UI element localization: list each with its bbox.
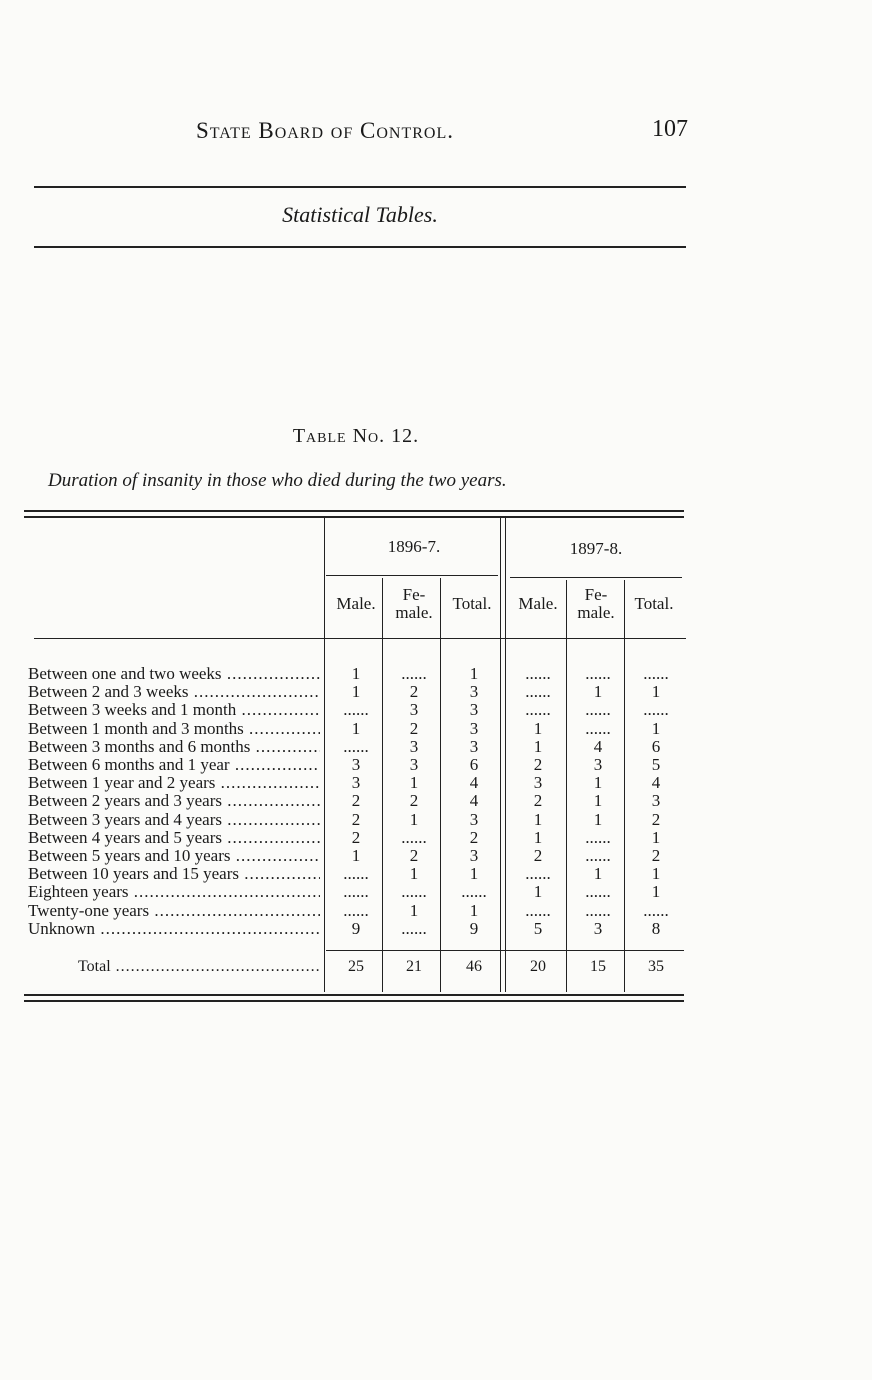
cell-value: 1	[469, 900, 479, 920]
cell-value: 9	[351, 918, 361, 938]
year-header-1896: 1896-7.	[387, 537, 441, 556]
cell-value: 4	[651, 773, 661, 793]
cell-value: ......	[525, 682, 551, 702]
cell-value: 5	[651, 755, 661, 774]
cell-value: 3	[469, 809, 479, 829]
cell-value: 1	[351, 664, 361, 683]
year-rule-1896	[326, 575, 498, 576]
table-row	[28, 920, 688, 938]
cell-value: 6	[469, 755, 479, 774]
row-label: Between 1 month and 3 months .....	[28, 720, 320, 738]
cell-value: 46	[466, 958, 482, 975]
cell-value: ......	[643, 700, 669, 720]
cell-value: ......	[401, 882, 427, 902]
cell-value: 3	[651, 791, 661, 811]
row-label: Between 1 year and 2 years .....	[28, 774, 320, 792]
cell-value: 1	[351, 846, 361, 865]
cell-value: 1	[409, 809, 419, 829]
cell-value: 35	[648, 958, 664, 975]
cell-value: 2	[533, 846, 543, 865]
column-header: Total.	[634, 594, 674, 613]
table-row	[28, 738, 688, 756]
cell-value: 20	[530, 958, 546, 975]
column-header: Total.	[452, 594, 492, 613]
cell-value: ......	[525, 900, 551, 920]
header-rule	[34, 638, 686, 639]
row-label: Twenty-one years .....	[28, 902, 320, 920]
cell-value: ......	[525, 864, 551, 884]
section-rule	[34, 246, 686, 248]
cell-value: 1	[593, 791, 603, 811]
total-row	[28, 958, 688, 976]
running-title: State Board of Control.	[196, 118, 454, 143]
cell-value: 3	[409, 700, 419, 720]
cell-value: 3	[593, 755, 603, 774]
cell-value: 1	[469, 864, 479, 884]
cell-value: 2	[533, 755, 543, 774]
cell-value: ......	[401, 664, 427, 683]
cell-value: 1	[593, 773, 603, 793]
cell-value: 21	[406, 958, 422, 975]
cell-value: ......	[643, 664, 669, 683]
row-label: Between 10 years and 15 years .....	[28, 865, 320, 883]
table-row	[28, 829, 688, 847]
cell-value: 1	[533, 809, 543, 829]
cell-value: 2	[409, 682, 419, 702]
cell-value: 1	[651, 882, 661, 902]
cell-value: 1	[351, 718, 361, 738]
row-label: Between 3 years and 4 years .....	[28, 811, 320, 829]
cell-value: 2	[351, 827, 361, 847]
cell-value: 2	[651, 809, 661, 829]
table-number: Table No. 12.	[292, 425, 420, 447]
cell-value: 1	[533, 827, 543, 847]
cell-value: 9	[469, 918, 479, 938]
cell-value: 25	[348, 958, 364, 975]
cell-value: 1	[409, 773, 419, 793]
cell-value: ......	[585, 900, 611, 920]
column-header: Fe- male.	[395, 585, 433, 622]
cell-value: 5	[533, 918, 543, 938]
year-rule-1897	[510, 577, 682, 578]
year-header-1897: 1897-8.	[569, 539, 623, 558]
cell-value: 3	[533, 773, 543, 793]
cell-value: ......	[585, 664, 611, 683]
page-number: 107	[652, 116, 688, 142]
cell-value: 8	[651, 918, 661, 938]
table-bottom-rule	[24, 994, 684, 1002]
table-row	[28, 665, 688, 683]
cell-value: 3	[351, 755, 361, 774]
cell-value: 2	[409, 718, 419, 738]
column-header: Fe- male.	[577, 585, 615, 622]
cell-value: 1	[533, 718, 543, 738]
cell-value: 2	[469, 827, 479, 847]
table-caption: Duration of insanity in those who died during the two years.	[48, 470, 507, 491]
column-header: Male.	[336, 594, 376, 613]
cell-value: 3	[351, 773, 361, 793]
cell-value: 3	[409, 736, 419, 756]
row-label: Between 4 years and 5 years .....	[28, 829, 320, 847]
total-label: Total .....	[78, 958, 320, 976]
cell-value: 1	[593, 682, 603, 702]
table-row	[28, 792, 688, 810]
cell-value: 3	[469, 846, 479, 865]
cell-value: ......	[343, 864, 369, 884]
running-head	[0, 118, 872, 152]
cell-value: 2	[351, 791, 361, 811]
cell-value: 1	[651, 827, 661, 847]
cell-value: ......	[525, 664, 551, 683]
row-label: Between 3 months and 6 months .....	[28, 738, 320, 756]
cell-value: 3	[469, 736, 479, 756]
table-top-rule	[24, 510, 684, 518]
cell-value: 2	[533, 791, 543, 811]
cell-value: 1	[593, 864, 603, 884]
cell-value: 1	[651, 682, 661, 702]
cell-value: 1	[651, 864, 661, 884]
cell-value: ......	[643, 900, 669, 920]
top-rule	[34, 186, 686, 188]
table-row	[28, 701, 688, 719]
row-label: Between 3 weeks and 1 month .....	[28, 701, 320, 719]
cell-value: 3	[469, 718, 479, 738]
cell-value: 1	[409, 864, 419, 884]
cell-value: 4	[593, 736, 603, 756]
cell-value: 2	[351, 809, 361, 829]
cell-value: ......	[401, 827, 427, 847]
cell-value: 1	[409, 900, 419, 920]
cell-value: 3	[469, 700, 479, 720]
cell-value: ......	[525, 700, 551, 720]
table-row	[28, 683, 688, 701]
row-label: Between 5 years and 10 years .....	[28, 847, 320, 865]
cell-value: ......	[343, 736, 369, 756]
row-label: Between 2 and 3 weeks .....	[28, 683, 320, 701]
row-label: Eighteen years .....	[28, 883, 320, 901]
table-row	[28, 811, 688, 829]
cell-value: 2	[409, 846, 419, 865]
cell-value: 15	[590, 958, 606, 975]
cell-value: 1	[533, 736, 543, 756]
section-title: Statistical Tables.	[282, 202, 438, 227]
cell-value: 3	[409, 755, 419, 774]
row-label: Unknown .....	[28, 920, 320, 938]
cell-value: 2	[651, 846, 661, 865]
row-label: Between one and two weeks .....	[28, 665, 320, 683]
cell-value: ......	[585, 827, 611, 847]
cell-value: ......	[585, 700, 611, 720]
table-row	[28, 720, 688, 738]
cell-value: ......	[343, 700, 369, 720]
row-label: Between 6 months and 1 year .....	[28, 756, 320, 774]
cell-value: 1	[533, 882, 543, 902]
row-label: Between 2 years and 3 years .....	[28, 792, 320, 810]
cell-value: 6	[651, 736, 661, 756]
cell-value: 3	[469, 682, 479, 702]
cell-value: ......	[343, 900, 369, 920]
cell-value: ......	[585, 882, 611, 902]
table-row	[28, 865, 688, 883]
cell-value: 4	[469, 773, 479, 793]
cell-value: 1	[351, 682, 361, 702]
cell-value: ......	[343, 882, 369, 902]
cell-value: ......	[585, 846, 611, 865]
column-header: Male.	[518, 594, 558, 613]
cell-value: 1	[593, 809, 603, 829]
cell-value: 1	[651, 718, 661, 738]
table-row	[28, 883, 688, 901]
table-row	[28, 847, 688, 865]
cell-value: ......	[461, 882, 487, 902]
table-row	[28, 902, 688, 920]
cell-value: 4	[469, 791, 479, 811]
cell-value: ......	[401, 918, 427, 938]
cell-value: 1	[469, 664, 479, 683]
cell-value: ......	[585, 718, 611, 738]
cell-value: 3	[593, 918, 603, 938]
cell-value: 2	[409, 791, 419, 811]
table-row	[28, 756, 688, 774]
table-row	[28, 774, 688, 792]
